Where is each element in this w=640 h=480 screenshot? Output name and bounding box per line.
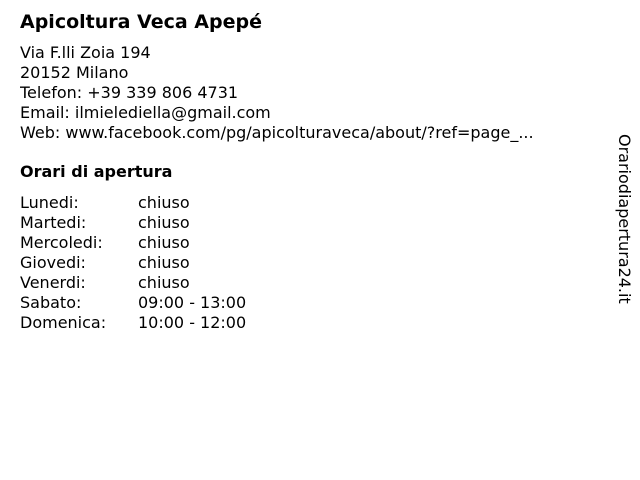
day-label: Giovedi: [20, 253, 86, 272]
time-value: chiuso [138, 253, 190, 272]
time-value: 09:00 - 13:00 [138, 293, 247, 312]
time-value: 10:00 - 12:00 [138, 313, 247, 332]
time-value: chiuso [138, 273, 190, 292]
time-value: chiuso [138, 233, 190, 252]
day-label: Venerdi: [20, 273, 86, 292]
hours-row-sunday [20, 313, 600, 333]
phone-link[interactable]: +39 339 806 4731 [87, 83, 239, 102]
phone-label: Telefon: [20, 83, 83, 102]
day-label: Lunedi: [20, 193, 79, 212]
hours-row-friday [20, 273, 600, 293]
hours-row-tuesday [20, 213, 600, 233]
email-line [20, 103, 600, 123]
day-label: Martedi: [20, 213, 87, 232]
time-value: chiuso [138, 193, 190, 212]
hours-row-thursday [20, 253, 600, 273]
phone-line [20, 83, 600, 103]
site-brand-watermark: Orariodiapertura24.it [615, 134, 634, 304]
day-label: Domenica: [20, 313, 107, 332]
hours-row-wednesday [20, 233, 600, 253]
business-name: Apicoltura Veca Apepé [20, 11, 262, 33]
opening-hours-title: Orari di apertura [20, 162, 173, 181]
hours-row-monday [20, 193, 600, 213]
web-label: Web: [20, 123, 61, 142]
opening-hours-table [20, 193, 600, 333]
address-line-2: 20152 Milano [20, 63, 129, 82]
day-label: Sabato: [20, 293, 82, 312]
web-line [20, 123, 600, 143]
time-value: chiuso [138, 213, 190, 232]
day-label: Mercoledi: [20, 233, 103, 252]
email-label: Email: [20, 103, 70, 122]
web-link[interactable]: www.facebook.com/pg/apicolturaveca/about/?ref=page_... [65, 123, 534, 142]
hours-row-saturday [20, 293, 600, 313]
business-card [20, 10, 600, 333]
address-line-1: Via F.lli Zoia 194 [20, 43, 151, 62]
email-link[interactable]: ilmielediella@gmail.com [74, 103, 271, 122]
